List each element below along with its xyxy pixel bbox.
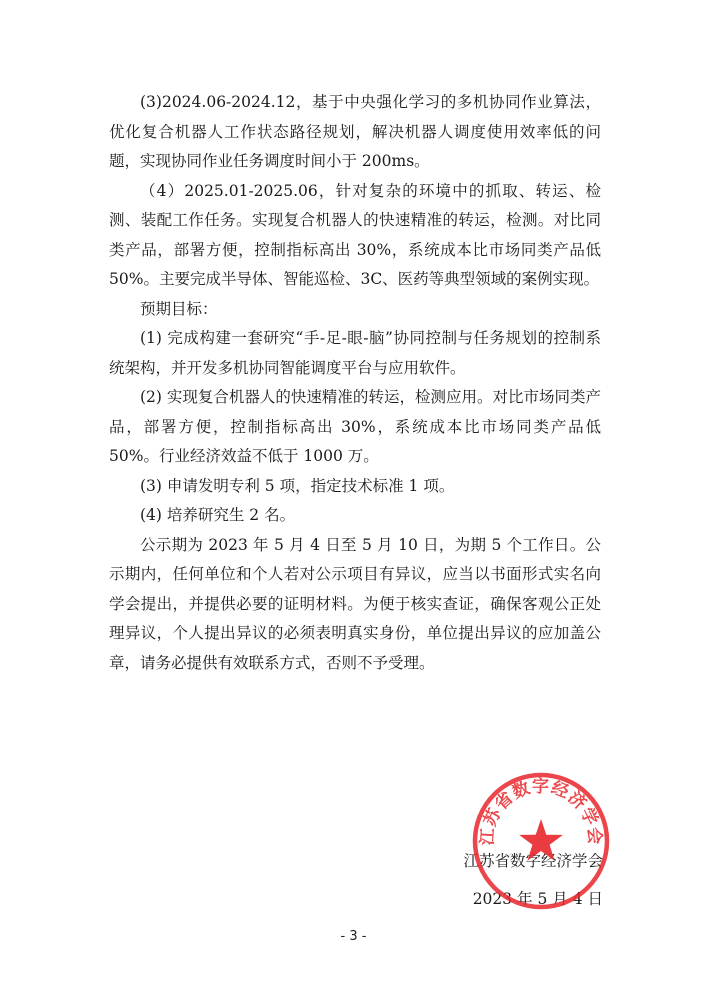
goal-item-3: (3) 申请发明专利 5 项，指定技术标准 1 项。 [140,476,455,495]
signature-date: 2023 年 5 月 4 日 [472,890,603,908]
goal-item-2: (2) 实现复合机器人的快速精准的转运，检测应用。对比市场同类产品，部署方便，控制指标高出 30%，系统成本比市场同类产品低 50%。行业经济效益不低于 1000 万。 [109,388,601,465]
paragraph-phase-3: (3)2024.06-2024.12，基于中央强化学习的多机协同作业算法，优化复合机器人工作状态路径规划，解决机器人调度使用效率低的问题，实现协同作业任务调度时间小于 200ms。 [109,93,601,170]
signature-organization: 江苏省数字经济学会 [463,852,603,870]
body-text [109,88,601,678]
star-icon [519,819,563,861]
goal-item-4: (4) 培养研究生 2 名。 [140,506,296,524]
paragraph-phase-4: （4）2025.01-2025.06，针对复杂的环境中的抓取、转运、检测、装配工作任务。实现复合机器人的快速精准的转运，检测。对比同类产品，部署方便，控制指标高出 30%，系统成本比市场同类产品低 50%。主要完成半导体、智能巡检、3C、医药等典型领域的案例实现。 [109,181,601,288]
official-seal-stamp [471,771,611,911]
svg-text:江苏省数字经济学会: 江苏省数字经济学会 [477,776,605,846]
goal-item-1: (1) 完成构建一套研究“手-足-眼-脑”协同控制与任务规划的控制系统架构，并开发多机协同智能调度平台与应用软件。 [109,329,601,377]
expected-goals-heading: 预期目标： [140,299,218,318]
page-number: - 3 - [340,929,367,944]
public-notice-paragraph: 公示期为 2023 年 5 月 4 日至 5 月 10 日，为期 5 个工作日。公示期内，任何单位和个人若对公示项目有异议，应当以书面形式实名向学会提出，并提供必要的证明材料。为便于核实查证，确保客观公正处理异议，个人提出异议的必须表明真实身份，单位提出异议的应加盖公章，请务必提供有效联系方式，否则不予受理。 [109,535,601,672]
